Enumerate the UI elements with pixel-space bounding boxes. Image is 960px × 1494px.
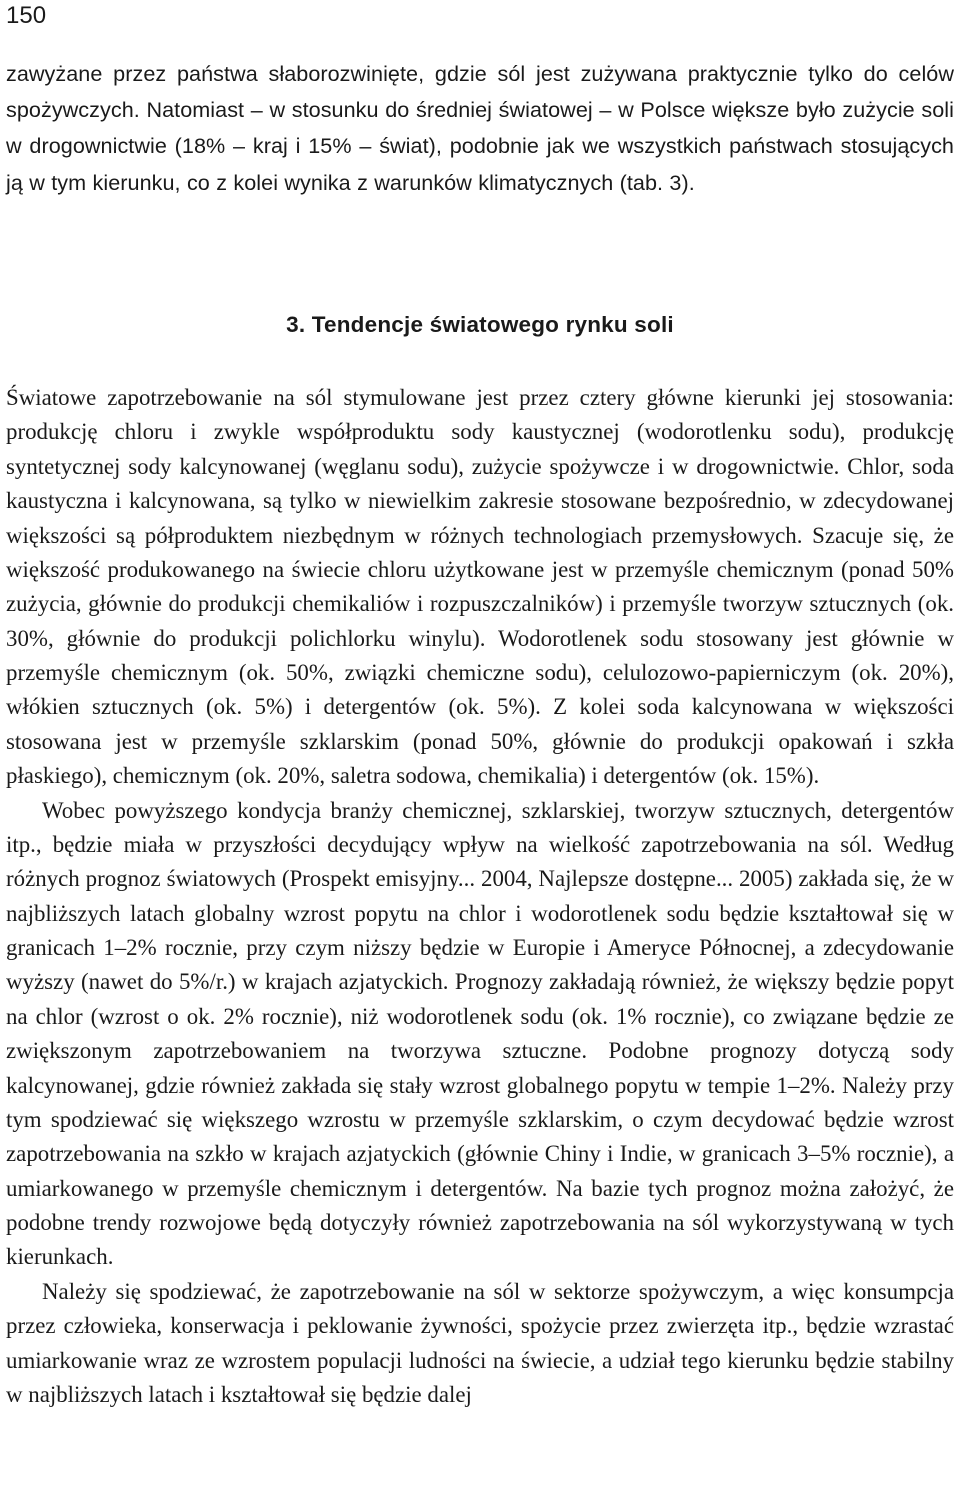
intro-paragraph: zawyżane przez państwa słaborozwinięte, gdzie sól jest zużywana praktycznie tylko do celów spożywczych. Natomiast – w stosunku do średniej światowej – w Polsce większe było zużycie soli w drogownictwie (18% – kraj i 15% – świat), podobnie jak we wszystkich państwach stosujących ją w tym kierunku, co z kolei wynika z warunków klimatycznych (tab. 3).	[6, 61, 954, 195]
section-heading: 3. Tendencje światowego rynku soli	[286, 312, 674, 337]
body-paragraph-1: Światowe zapotrzebowanie na sól stymulowane jest przez cztery główne kierunki jej stosowania: produkcję chloru i zwykle współproduktu sody kaustycznej (wodorotlenku sodu), produkcję syntetycznej sody kalcynowanej (węglanu sodu), zużycie spożywcze i w drogownictwie. Chlor, soda kaustyczna i kalcynowana, są tylko w niewielkim zakresie stosowane bezpośrednio, w zdecydowanej większości są półproduktem niezbędnym w różnych technologiach przemysłowych. Szacuje się, że większość produkowanego na świecie chloru użytkowane jest w przemyśle chemicznym (ponad 50% zużycia, głównie do produkcji chemikaliów i rozpuszczalników) i przemyśle tworzyw sztucznych (ok. 30%, głównie do produkcji polichlorku winylu). Wodorotlenek sodu stosowany jest głównie w przemyśle chemicznym (ok. 50%, związki chemiczne sodu), celulozowo-papierniczym (ok. 20%), włókien sztucznych (ok. 5%) i detergentów (ok. 5%). Z kolei soda kalcynowana w większości stosowana jest w przemyśle szklarskim (ponad 50%, głównie do produkcji opakowań i szkła płaskiego), chemicznym (ok. 20%, saletra sodowa, chemikalia) i detergentów (ok. 15%).	[6, 385, 954, 789]
body-paragraph-3: Należy się spodziewać, że zapotrzebowanie na sól w sektorze spożywczym, a więc konsumpcja przez człowieka, konserwacja i peklowanie żywności, spożycie przez zwierzęta itp., będzie wzrastać umiarkowanie wraz ze wzrostem populacji ludności na świecie, a udział tego kierunku będzie stabilny w najbliższych latach i kształtował się będzie dalej	[6, 1278, 954, 1407]
section-body	[6, 381, 954, 1412]
body-paragraph-2: Wobec powyższego kondycja branży chemicznej, szklarskiej, tworzyw sztucznych, detergentów itp., będzie miała w przyszłości decydujący wpływ na wielkość zapotrzebowania na sól. Według różnych prognoz światowych (Prospekt emisyjny... 2004, Najlepsze dostępne... 2005) zakłada się, że w najbliższych latach globalny wzrost popytu na chlor i wodorotlenek sodu będzie kształtował się w granicach 1–2% rocznie, przy czym niższy będzie w Europie i Ameryce Północnej, a zdecydowanie wyższy (nawet do 5%/r.) w krajach azjatyckich. Prognozy zakładają również, że większy będzie popyt na chlor (wzrost o ok. 2% rocznie), niż wodorotlenek sodu (ok. 1% rocznie), co związane będzie ze zwiększonym zapotrzebowaniem na tworzywa sztuczne. Podobne prognozy dotyczą sody kalcynowanej, gdzie również zakłada się stały wzrost globalnego popytu w tempie 1–2%. Należy przy tym spodziewać się większego wzrostu w przemyśle szklarskim, o czym decydować będzie wzrost zapotrzebowania na szkło w krajach azjatyckich (głównie Chiny i Indie, w granicach 3–5% rocznie), a umiarkowanego w przemyśle chemicznym i detergentów. Na bazie tych prognoz można założyć, że podobne trendy rozwojowe będą dotyczyły również zapotrzebowania na sól wykorzystywaną w tych kierunkach.	[6, 797, 954, 1270]
page-number: 150	[6, 2, 47, 29]
